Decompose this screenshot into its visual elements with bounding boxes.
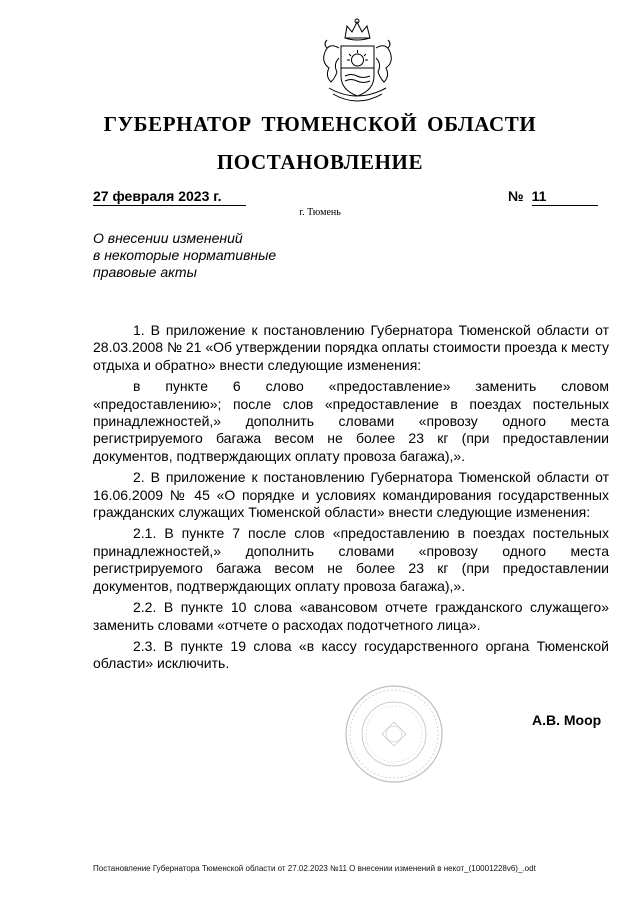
body-paragraph: 2.2. В пункте 10 слова «авансовом отчете гражданского служащего» заменить словами «отчете о расходах подотчетного лица». bbox=[93, 599, 609, 633]
body-paragraph: в пункте 6 слово «предоставление» заменить словом «предоставлению»; после слов «предоставление в поездах постельных принадлежностей,» дополнить словами «провозу одного места регистрируемого багажа весом не более 23 кг (при предоставлении документов, подтверждающих оплату провоза багажа),». bbox=[93, 378, 609, 464]
subject-line: в некоторые нормативные bbox=[93, 247, 277, 263]
body-paragraph: 2.3. В пункте 19 слова «в кассу государственного органа Тюменской области» исключить. bbox=[93, 637, 609, 672]
document-number bbox=[508, 188, 598, 206]
document-type-title: ПОСТАНОВЛЕНИЕ bbox=[216, 150, 424, 174]
official-round-seal-icon bbox=[344, 684, 444, 784]
document-body bbox=[93, 322, 609, 677]
document-city: г. Тюмень bbox=[299, 207, 341, 218]
signer-name: А.В. Моор bbox=[532, 712, 602, 728]
tyumen-region-coat-of-arms-icon bbox=[315, 18, 400, 108]
number-value: 11 bbox=[532, 188, 598, 206]
subject-line: правовые акты bbox=[93, 264, 197, 280]
body-paragraph: 1. В приложение к постановлению Губернатора Тюменской области от 28.03.2008 № 21 «Об утверждении порядка оплаты стоимости проезда к месту отдыха и обратно» внести следующие изменения: bbox=[93, 322, 609, 373]
subject-line: О внесении изменений bbox=[93, 230, 243, 246]
body-paragraph: 2. В приложение к постановлению Губернатора Тюменской области от 16.06.2009 № 45 «О порядке и условиях командирования государственных гражданских служащих Тюменской области» внести следующие изменения: bbox=[93, 469, 609, 521]
document-date: 27 февраля 2023 г. bbox=[93, 188, 246, 206]
issuing-authority-title: ГУБЕРНАТОР ТЮМЕНСКОЙ ОБЛАСТИ bbox=[103, 112, 537, 136]
number-sign: № bbox=[508, 188, 524, 204]
document-subject bbox=[93, 230, 313, 281]
file-footer: Постановление Губернатора Тюменской области от 27.02.2023 №11 О внесении изменений в некот_(10001228v6)_.odt bbox=[93, 864, 536, 873]
body-paragraph: 2.1. В пункте 7 после слов «предоставлению в поездах постельных принадлежностей,» дополнить словами «провозу одного места регистрируемого багажа весом не более 23 кг (при предоставлении документов, подтверждающих оплату провоза багажа),». bbox=[93, 525, 609, 594]
